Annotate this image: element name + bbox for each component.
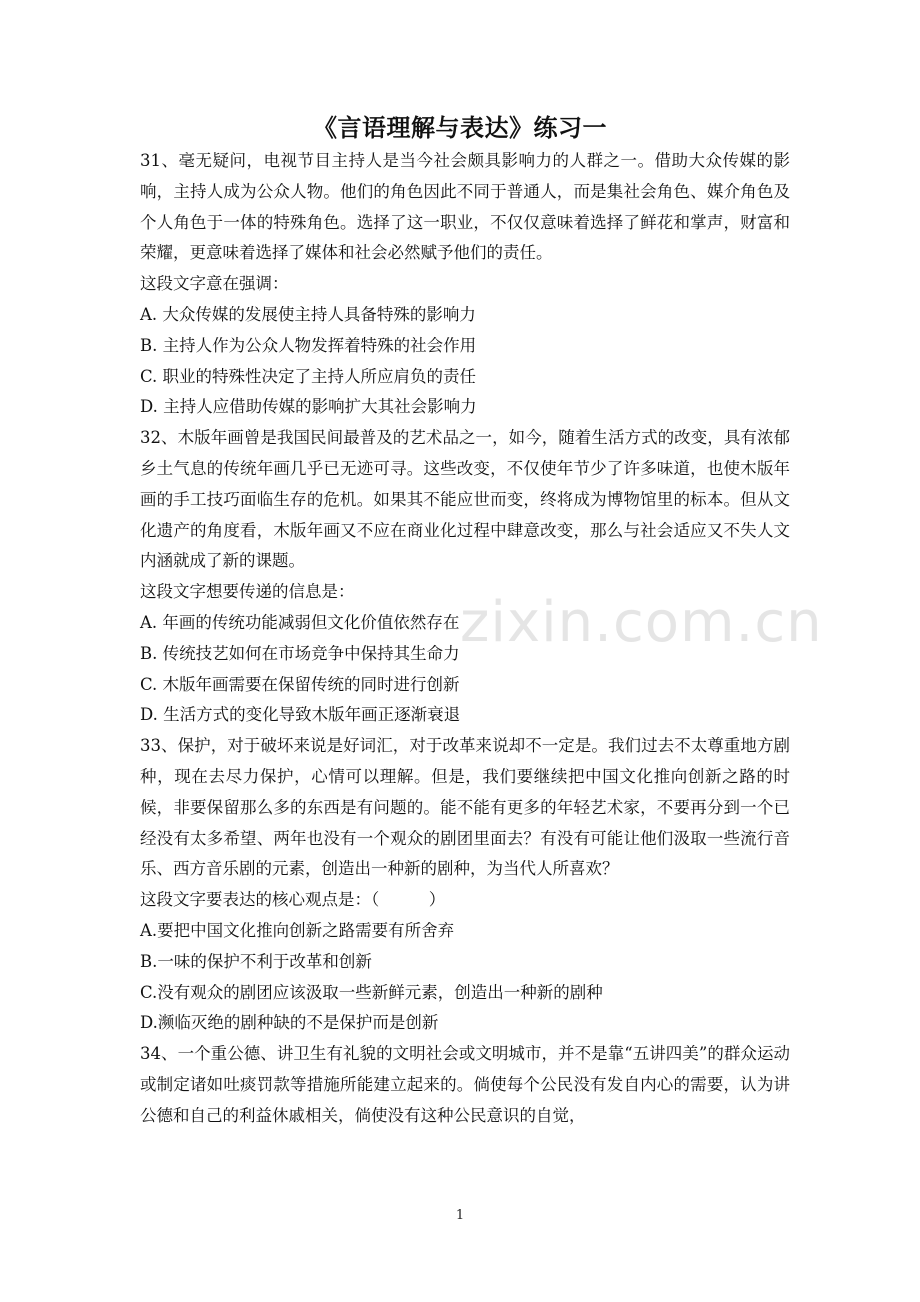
option-d: D.濒临灭绝的剧种缺的不是保护而是创新 <box>140 1013 439 1033</box>
question-stem: 34、一个重公德、讲卫生有礼貌的文明社会或文明城市，并不是靠“五讲四美”的群众运动或制定诸如吐痰罚款等措施所能建立起来的。倘使每个公民没有发自内心的需要，认为讲公德和自己的利益休戚相关，倘使没有这种公民意识的自觉， <box>140 1044 790 1125</box>
option-d: D. 生活方式的变化导致木版年画正逐渐衰退 <box>140 705 461 725</box>
question-31 <box>140 146 790 423</box>
option-b: B.一味的保护不利于改革和创新 <box>140 951 372 971</box>
question-33 <box>140 731 790 1039</box>
option-d: D. 主持人应借助传媒的影响扩大其社会影响力 <box>140 397 477 417</box>
question-prompt: 这段文字意在强调： <box>140 274 289 294</box>
option-c: C. 职业的特殊性决定了主持人所应肩负的责任 <box>140 366 477 386</box>
question-prompt: 这段文字要表达的核心观点是：（ ） <box>140 890 446 910</box>
document-title: 《言语理解与表达》练习一 <box>313 114 607 142</box>
question-stem: 32、木版年画曾是我国民间最普及的艺术品之一，如今，随着生活方式的改变，具有浓郁乡土气息的传统年画几乎已无迹可寻。这些改变，不仅使年节少了许多味道，也使木版年画的手工技巧面临生存的危机。如果其不能应世而变，终将成为博物馆里的标本。但从文化遗产的角度看，木版年画又不应在商业化过程中肆意改变，那么与社会适应又不失人文内涵就成了新的课题。 <box>140 428 790 571</box>
question-stem: 33、保护，对于破坏来说是好词汇，对于改革来说却不一定是。我们过去不太尊重地方剧种，现在去尽力保护，心情可以理解。但是，我们要继续把中国文化推向创新之路的时候，非要保留那么多的东西是有问题的。能不能有更多的年轻艺术家，不要再分到一个已经没有太多希望、两年也没有一个观众的剧团里面去？有没有可能让他们汲取一些流行音乐、西方音乐剧的元素，创造出一种新的剧种，为当代人所喜欢？ <box>140 736 790 879</box>
option-a: A.要把中国文化推向创新之路需要有所舍弃 <box>140 920 455 940</box>
question-stem: 31、毫无疑问，电视节目主持人是当今社会颇具影响力的人群之一。借助大众传媒的影响，主持人成为公众人物。他们的角色因此不同于普通人，而是集社会角色、媒介角色及个人角色于一体的特殊角色。选择了这一职业，不仅仅意味着选择了鲜花和掌声，财富和荣耀，更意味着选择了媒体和社会必然赋予他们的责任。 <box>140 151 790 263</box>
document-body <box>140 146 790 1132</box>
option-c: C. 木版年画需要在保留传统的同时进行创新 <box>140 674 460 694</box>
option-b: B. 传统技艺如何在市场竞争中保持其生命力 <box>140 643 460 663</box>
question-prompt: 这段文字想要传递的信息是： <box>140 582 355 602</box>
question-32 <box>140 423 790 731</box>
option-c: C.没有观众的剧团应该汲取一些新鲜元素，创造出一种新的剧种 <box>140 982 603 1002</box>
page-number: 1 <box>455 1208 465 1223</box>
option-a: A. 年画的传统功能减弱但文化价值依然存在 <box>140 612 460 632</box>
watermark: zixin.com.cn <box>460 590 823 655</box>
question-34 <box>140 1039 790 1131</box>
option-a: A. 大众传媒的发展使主持人具备特殊的影响力 <box>140 304 476 324</box>
option-b: B. 主持人作为公众人物发挥着特殊的社会作用 <box>140 335 477 355</box>
